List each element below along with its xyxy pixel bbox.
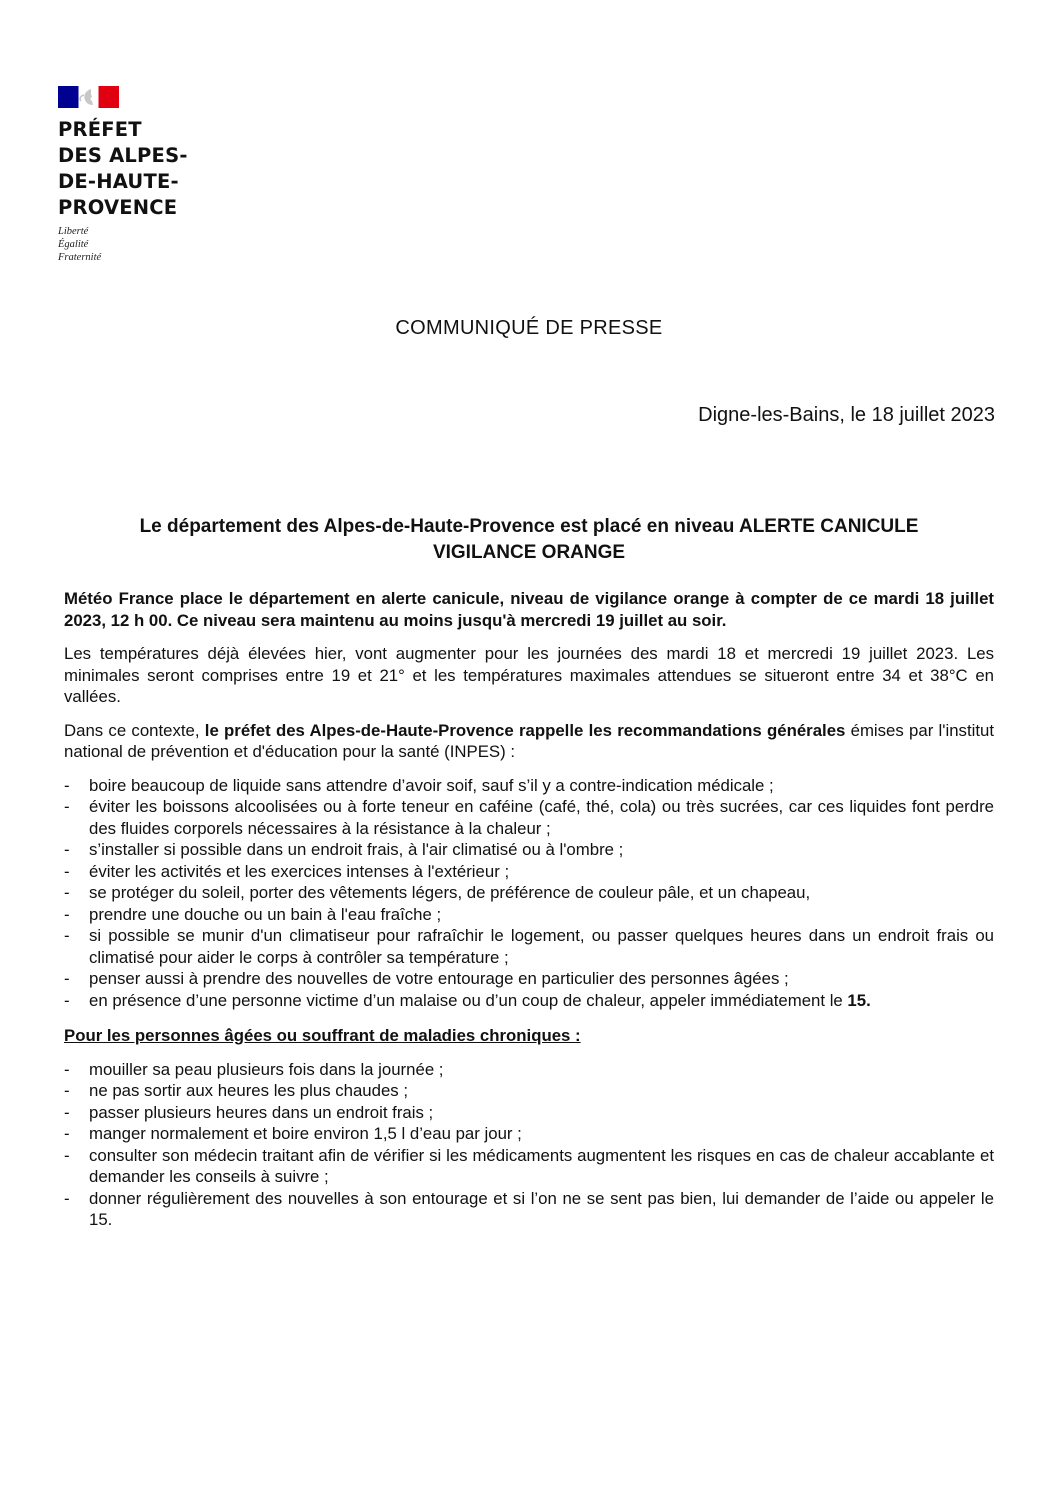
list-item: - éviter les boissons alcoolisées ou à forte teneur en caféine (café, thé, cola) ou très sucrées, car ces liquides font perdre des fluides corporels nécessaires à la résistance à la chaleur ; — [64, 796, 994, 839]
prefet-line: PRÉFET — [58, 118, 142, 141]
prefet-line: DES ALPES- — [58, 144, 188, 167]
list-item: - ne pas sortir aux heures les plus chaudes ; — [64, 1080, 994, 1102]
context-paragraph: Dans ce contexte, le préfet des Alpes-de-Haute-Provence rappelle les recommandations générales émises par l'institut national de prévention et d'éducation pour la santé (INPES) : — [64, 720, 994, 761]
list-item: - consulter son médecin traitant afin de vérifier si les médicaments augmentent les risques en cas de chaleur accablante et demander les conseils à suivre ; — [64, 1145, 994, 1188]
list-item: - manger normalement et boire environ 1,5 l d’eau par jour ; — [64, 1123, 994, 1145]
motto-line: Fraternité — [58, 252, 102, 263]
prefet-line: PROVENCE — [58, 196, 178, 219]
motto-line: Liberté — [58, 226, 89, 237]
dateline: Digne-les-Bains, le 18 juillet 2023 — [698, 404, 995, 426]
list-item: - penser aussi à prendre des nouvelles de votre entourage en particulier des personnes âgées ; — [64, 968, 994, 990]
motto-line: Égalité — [58, 239, 89, 250]
list-item: - s’installer si possible dans un endroit frais, à l'air climatisé ou à l'ombre ; — [64, 839, 994, 861]
temperature-paragraph: Les températures déjà élevées hier, vont augmenter pour les journées des mardi 18 et mercredi 19 juillet 2023. Les minimales seront comprises entre 19 et 21° et les températures maximales attendues se situeront entre 34 et 38°C en vallées. — [64, 644, 994, 706]
prefet-line: DE-HAUTE- — [58, 170, 179, 193]
list-item: - mouiller sa peau plusieurs fois dans la journée ; — [64, 1059, 994, 1081]
elderly-heading: Pour les personnes âgées ou souffrant de maladies chroniques : — [64, 1026, 581, 1045]
list-item: - si possible se munir d'un climatiseur pour rafraîchir le logement, ou passer quelques heures dans un endroit frais ou climatisé pour aider le corps à contrôler sa température ; — [64, 925, 994, 968]
marianne-flag-icon — [58, 86, 119, 108]
list-item: - donner régulièrement des nouvelles à son entourage et si l’on ne se sent pas bien, lui demander de l’aide ou appeler le 15. — [64, 1188, 994, 1231]
prefet-name — [58, 117, 188, 221]
list-item: - prendre une douche ou un bain à l'eau fraîche ; — [64, 904, 994, 926]
title-line: VIGILANCE ORANGE — [432, 542, 626, 563]
list-item: - boire beaucoup de liquide sans attendre d’avoir soif, sauf s’il y a contre-indication médicale ; — [64, 775, 994, 797]
intro-paragraph: Météo France place le département en alerte canicule, niveau de vigilance orange à compter de ce mardi 18 juillet 2023, 12 h 00. Ce niveau sera maintenu au moins jusqu'à mercredi 19 juillet au soir. — [64, 589, 994, 630]
page-title — [64, 514, 994, 566]
list-item: - passer plusieurs heures dans un endroit frais ; — [64, 1102, 994, 1124]
title-line: Le département des Alpes-de-Haute-Provence est placé en niveau ALERTE CANICULE — [139, 516, 919, 537]
elderly-recommendations-list — [64, 1059, 994, 1231]
list-item: - en présence d’une personne victime d’un malaise ou d’un coup de chaleur, appeler immédiatement le 15. — [64, 990, 994, 1012]
republic-motto — [58, 225, 188, 264]
document-type: COMMUNIQUÉ DE PRESSE — [395, 317, 663, 339]
press-release-body — [64, 588, 994, 1245]
list-item: - se protéger du soleil, porter des vêtements légers, de préférence de couleur pâle, et un chapeau, — [64, 882, 994, 904]
general-recommendations-list — [64, 775, 994, 1012]
prefecture-logo — [58, 86, 188, 264]
list-item: - éviter les activités et les exercices intenses à l'extérieur ; — [64, 861, 994, 883]
